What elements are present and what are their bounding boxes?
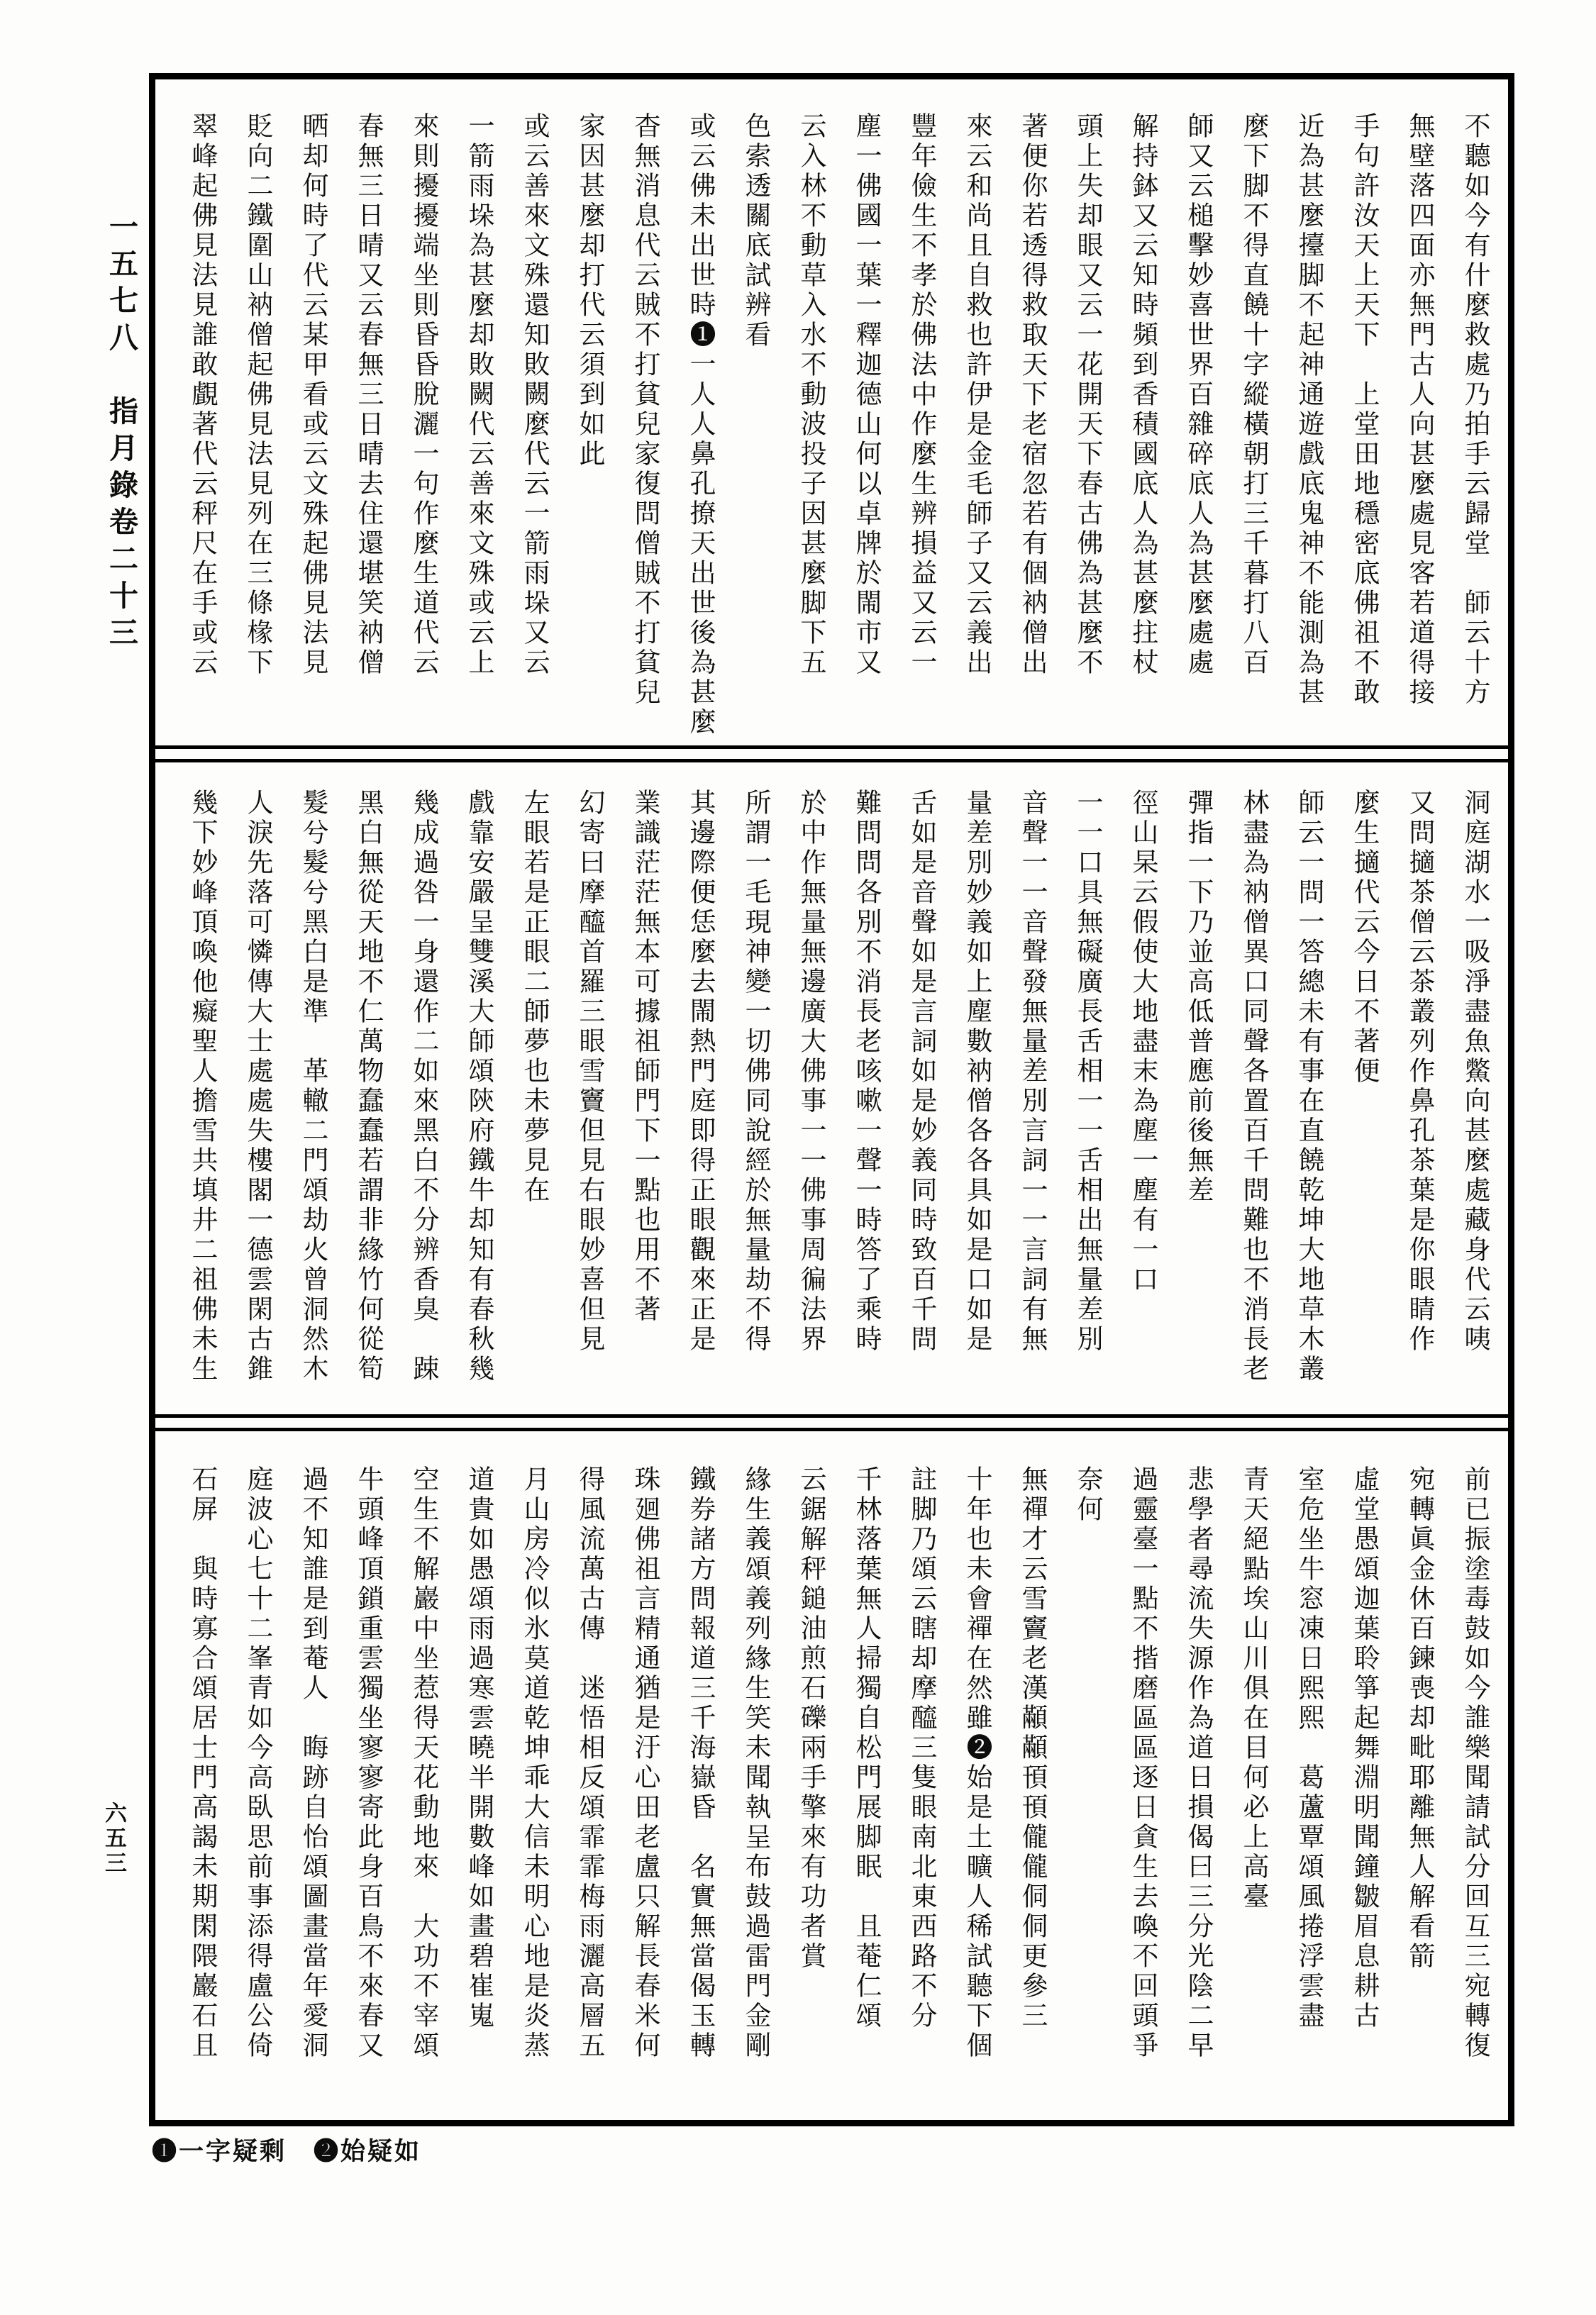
text-column: 珠廻佛祖言精通猶是汙心田老盧只解長春米何 bbox=[630, 1465, 660, 2061]
text-column: 戲靠安嚴呈雙溪大師頌陝府鐵牛却知有春秋幾 bbox=[464, 789, 494, 1384]
text-column: 彈指一下乃並高低普應前後無差 bbox=[1183, 789, 1214, 1206]
text-column: 音聲一一音聲發無量差別言詞一一言詞有無 bbox=[1017, 789, 1048, 1355]
margin-gap bbox=[104, 359, 138, 396]
text-column: 洞庭湖水一吸淨盡魚鱉向甚麼處藏身代云咦 bbox=[1460, 789, 1490, 1355]
text-column: 左眼若是正眼二師夢也未夢見在 bbox=[519, 789, 550, 1206]
text-column: 過不知誰是到菴人 晦跡自怡頌圖畫當年愛洞 bbox=[298, 1465, 328, 2061]
text-column: 於中作無量無邊廣大佛事一一佛事周徧法界 bbox=[796, 789, 826, 1355]
register-bottom bbox=[174, 1465, 1502, 2125]
text-column: 室危坐牛窓凍日熙熙 葛蘆覃頌風捲浮雲盡 bbox=[1294, 1465, 1324, 2031]
text-column: 緣生義頌義列緣生笑未聞執呈布鼓過雷門金剛 bbox=[741, 1465, 771, 2061]
text-column: 千林落葉無人掃獨自松門展脚眠 且菴仁頌 bbox=[851, 1465, 882, 2031]
text-column: 道貴如愚頌雨過寒雲曉半開數峰如畫碧崔嵬 bbox=[464, 1465, 494, 2031]
text-column: 十年也未會禪在然雖❷始是土曠人稀試聽下個 bbox=[962, 1465, 992, 2061]
text-column: 舌如是音聲如是言詞如是妙義同時致百千問 bbox=[907, 789, 937, 1355]
text-column: 幻寄曰摩醯首羅三眼雪竇但見右眼妙喜但見 bbox=[575, 789, 605, 1355]
text-column: 一箭雨垛為甚麼却敗闕代云善來文殊或云上 bbox=[464, 112, 494, 678]
text-column: 林盡為衲僧異口同聲各置百千問難也不消長老 bbox=[1238, 789, 1269, 1384]
text-column: 貶向二鐵圍山衲僧起佛見法見列在三條椽下 bbox=[243, 112, 273, 678]
text-column: 塵一佛國一葉一釋迦德山何以卓牌於閙市又 bbox=[851, 112, 882, 678]
text-column: 業識茫茫無本可據祖師門下一點也用不著 bbox=[630, 789, 660, 1325]
text-column: 徑山杲云假使大地盡末為塵一塵有一口 bbox=[1128, 789, 1158, 1295]
text-column: 奈何 bbox=[1073, 1465, 1103, 1525]
text-column: 牛頭峰頂鎖重雲獨坐寥寥寄此身百鳥不來春又 bbox=[353, 1465, 384, 2061]
text-column: 虛堂愚頌迦葉聆箏起舞淵明聞鐘皺眉息耕古 bbox=[1349, 1465, 1380, 2031]
text-column: 晒却何時了代云某甲看或云文殊起佛見法見 bbox=[298, 112, 328, 678]
text-column: 一一口具無礙廣長舌相一一舌相出無量差別 bbox=[1073, 789, 1103, 1355]
text-column: 來云和尚且自救也許伊是金毛師子又云義出 bbox=[962, 112, 992, 678]
text-column: 來則擾擾端坐則昏昏脫灑一句作麼生道代云 bbox=[409, 112, 439, 678]
text-column: 師又云槌擊妙喜世界百雜碎底人為甚麼處處 bbox=[1183, 112, 1214, 678]
text-column: 青天絕點埃山川俱在目何必上高臺 bbox=[1238, 1465, 1269, 1912]
text-column: 髮兮髮兮黑白是準 革轍二門頌劫火曾洞然木 bbox=[298, 789, 328, 1384]
text-column: 量差別妙義如上塵數衲僧各各具如是口如是 bbox=[962, 789, 992, 1355]
text-column: 師云一問一答總未有事在直饒乾坤大地草木叢 bbox=[1294, 789, 1324, 1384]
page-number: 一五七八 bbox=[104, 211, 138, 359]
text-column: 無壁落四面亦無門古人向甚麼處見客若道得接 bbox=[1404, 112, 1435, 708]
text-column: 或云善來文殊還知敗闕麼代云一箭雨垛又云 bbox=[519, 112, 550, 678]
text-column: 豐年儉生不孝於佛法中作麼生辨損益又云一 bbox=[907, 112, 937, 678]
text-column: 幾下妙峰頂喚他癡聖人擔雪共填井二祖佛未生 bbox=[187, 789, 218, 1384]
text-column: 又問擿茶僧云茶叢列作鼻孔茶葉是你眼睛作 bbox=[1404, 789, 1435, 1355]
text-column: 頭上失却眼又云一花開天下春古佛為甚麼不 bbox=[1073, 112, 1103, 678]
text-column: 月山房冷似氷莫道乾坤乖大信未明心地是炎蒸 bbox=[519, 1465, 550, 2061]
text-column: 不聽如今有什麼救處乃拍手云歸堂 師云十方 bbox=[1460, 112, 1490, 708]
sheet-number: 六五三 bbox=[101, 1802, 126, 1876]
text-column: 著便你若透得救取天下老宿忽若有個衲僧出 bbox=[1017, 112, 1048, 678]
margin-page-number-and-volume-title bbox=[101, 211, 143, 654]
text-column: 云入林不動草入水不動波投子因甚麼脚下五 bbox=[796, 112, 826, 678]
text-column: 難問問各別不消長老咳嗽一聲一時答了乘時 bbox=[851, 789, 882, 1355]
text-column: 云鋸解秤鎚油煎石礫兩手擎來有功者賞 bbox=[796, 1465, 826, 1972]
text-column: 麼下脚不得直饒十字縱橫朝打三千暮打八百 bbox=[1238, 112, 1269, 678]
text-column: 春無三日晴又云春無三日晴去住還堪笑衲僧 bbox=[353, 112, 384, 678]
text-column: 得風流萬古傳 迷悟相反頌霏霏梅雨灑高層五 bbox=[575, 1465, 605, 2061]
volume-title: 指月錄卷二十三 bbox=[104, 396, 138, 654]
text-column: 無禪才云雪竇老漢顢顢頇頇儱儱侗侗更參三 bbox=[1017, 1465, 1048, 2031]
text-column: 空生不解巖中坐惹得天花動地來 大功不宰頌 bbox=[409, 1465, 439, 2061]
text-column: 人淚先落可憐傳大士處處失樓閣一德雲閑古錐 bbox=[243, 789, 273, 1384]
text-column: 鐵券諸方問報道三千海嶽昏 名實無當偈玉轉 bbox=[685, 1465, 716, 2061]
text-column: 註脚乃頌云瞎却摩醯三隻眼南北東西路不分 bbox=[907, 1465, 937, 2031]
text-column: 前已振塗毒鼓如今誰樂聞請試分回互三宛轉復 bbox=[1460, 1465, 1490, 2061]
text-column: 黑白無從天地不仁萬物蠢蠢若謂非緣竹何從筍 bbox=[353, 789, 384, 1384]
text-column: 解持鉢又云知時頻到香積國底人為甚麼拄杖 bbox=[1128, 112, 1158, 678]
text-column: 或云佛未出世時❶一人人鼻孔撩天出世後為甚麼 bbox=[685, 112, 716, 738]
text-column: 悲學者尋流失源作為道日損偈曰三分光陰二早 bbox=[1183, 1465, 1214, 2061]
register-top bbox=[174, 112, 1502, 775]
text-column: 杳無消息代云賊不打貧兒家復問僧賊不打貧兒 bbox=[630, 112, 660, 708]
text-column: 手句許汝天上天下 上堂田地穩密底佛祖不敢 bbox=[1349, 112, 1380, 708]
text-column: 宛轉眞金休百鍊喪却毗耶離無人解看箭 bbox=[1404, 1465, 1435, 1972]
text-column: 翠峰起佛見法見誰敢覰著代云秤尺在手或云 bbox=[187, 112, 218, 678]
text-column: 色索透關底試辨看 bbox=[741, 112, 771, 350]
text-column: 幾成過咎一身還作二如來黑白不分辨香臭 踈 bbox=[409, 789, 439, 1384]
text-column: 其邊際便恁麼去閙熱門庭即得正眼觀來正是 bbox=[685, 789, 716, 1355]
text-column: 近為甚麼擡脚不起神通遊戲底鬼神不能測為甚 bbox=[1294, 112, 1324, 708]
text-column: 過靈臺一點不揩磨區區逐日貪生去喚不回頭爭 bbox=[1128, 1465, 1158, 2061]
text-column: 麼生擿代云今日不著便 bbox=[1349, 789, 1380, 1087]
register-middle bbox=[174, 789, 1502, 1445]
text-column: 石屏 與時寡合頌居士門高謁未期閑隈巖石且 bbox=[187, 1465, 218, 2061]
text-column: 庭波心七十二峯青如今高臥思前事添得盧公倚 bbox=[243, 1465, 273, 2061]
text-column: 所謂一毛現神變一切佛同說經於無量劫不得 bbox=[741, 789, 771, 1355]
text-column: 家因甚麼却打代云須到如此 bbox=[575, 112, 605, 470]
footnote-line: ❶一字疑剩 ❷始疑如 bbox=[152, 2137, 422, 2166]
